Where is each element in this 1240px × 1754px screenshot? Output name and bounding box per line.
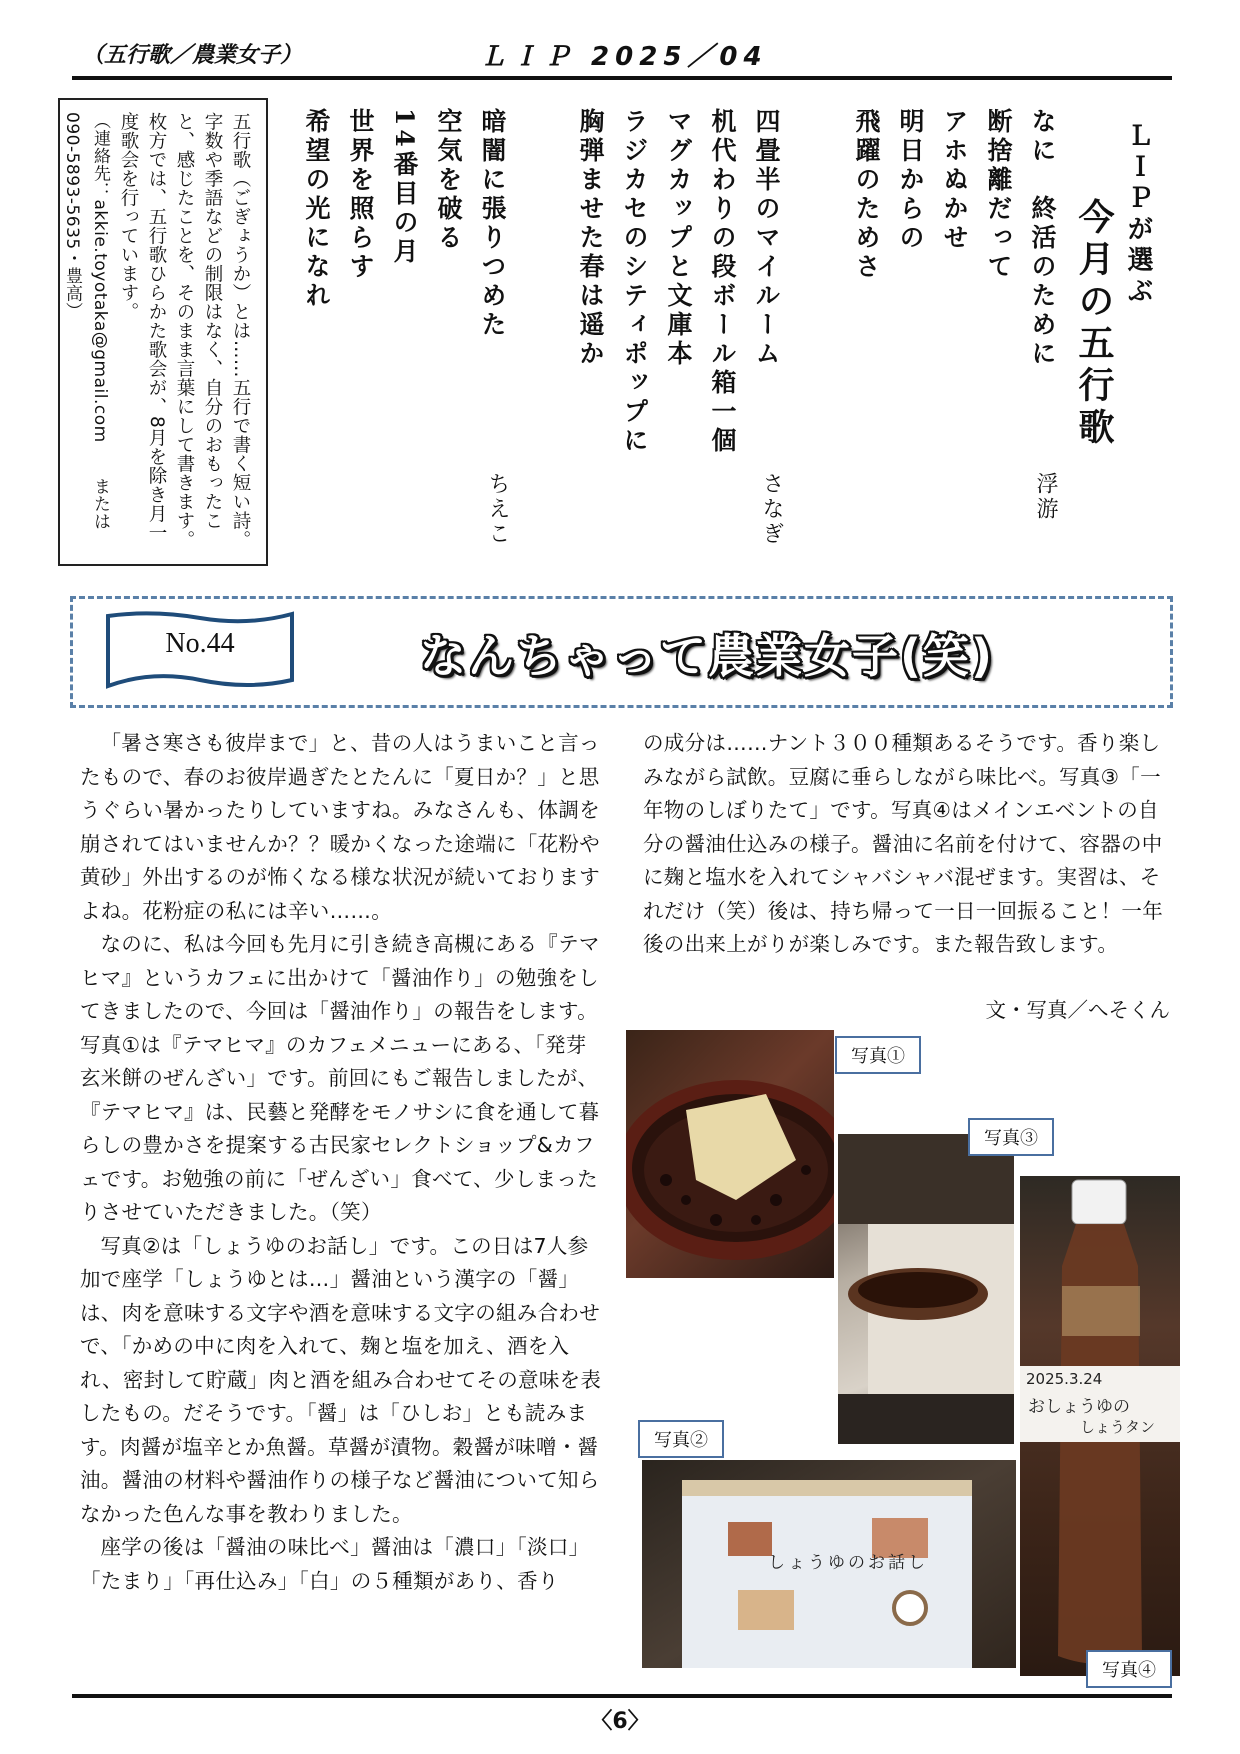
bottle-label-owner: しょうタン (1080, 1418, 1156, 1436)
article-paragraph-3: 写真②は「しょうゆのお話し」です。この日は7人参加で座学「しょうゆとは…」醤油という漢字の「醤」は、肉を意味する文字や酒を意味する文字の組み合わせで、「かめの中に肉を入れて、麹と塩を加え、酒を入れ、密封して貯蔵」肉と酒を組み合わせてその意味を表したもの。だそうです。「醤」は「ひしお」とも読みます。肉醤が塩辛とか魚醤。草醤が漬物。穀醤が味噌・醤油。醤油の材料や醤油作りの様子など醤油について知らなかった色んな事を教わりました。 (80, 1233, 602, 1526)
feature-title-lip: ＬＩＰが選ぶ (1123, 122, 1153, 308)
article-number: No.44 (165, 628, 235, 659)
poem-3-line-5: 希望の光になれ (302, 108, 331, 311)
article-credit: 文・写真／へそくん (985, 998, 1170, 1022)
photo-lecture-screen (642, 1460, 1016, 1668)
photo-zenzai (626, 1030, 834, 1278)
article-paragraph-1: 「暑さ寒さも彼岸まで」と、昔の人はうまいこと言ったもので、春のお彼岸過ぎたとたんに「夏日か？」と思うぐらい暑かったりしていますね。みなさんも、体調を崩されてはいませんか？？暖かくなった途端に「花粉や黄砂」外出するのが怖くなる様な状況が続いておりますよね。花粉症の私には辛い……。 (80, 731, 600, 923)
poem-1-line-1: なに 終活のために (1028, 108, 1057, 369)
caption-photo-1: 写真① (835, 1036, 921, 1074)
poem-3-author: ちえこ (485, 472, 510, 547)
article-right-column (643, 727, 1170, 962)
photo-soy-tasting (838, 1134, 1014, 1444)
page-number: 〈6〉 (590, 1709, 650, 1734)
poem-3-line-4: 世界を照らす (346, 108, 375, 282)
caption-photo-4: 写真④ (1086, 1650, 1172, 1688)
bottle-label-name: おしょうゆの (1028, 1397, 1130, 1417)
poem-2-line-2: 机代わりの段ボール箱一個 (708, 108, 737, 456)
poem-3-line-3: 14番目の月 (390, 108, 419, 267)
poem-3-line-1: 暗闇に張りつめた (478, 108, 507, 340)
poem-1-line-3: アホぬかせ (940, 108, 969, 253)
feature-title-main: 今月の五行歌 (1073, 198, 1114, 450)
gogyoka-note-text (58, 112, 254, 552)
article-title: なんちゃって農業女子(笑) (420, 629, 995, 683)
poem-3-line-2: 空気を破る (434, 108, 463, 253)
photo-soy-bottle (1020, 1176, 1180, 1676)
poem-1-line-5: 飛躍のためさ (852, 108, 881, 282)
caption-photo-3: 写真③ (968, 1118, 1054, 1156)
caption-photo-2: 写真② (638, 1420, 724, 1458)
lecture-screen-title: しょうゆのお話し (768, 1553, 928, 1573)
poem-1-author: 浮游 (1033, 472, 1058, 522)
poem-2-author: さなぎ (759, 472, 784, 547)
zenzai-illustration (626, 1030, 834, 1278)
article-paragraph-4: 座学の後は「醤油の味比べ」醤油は「濃口」「淡口」「たまり」「再仕込み」「白」の５種類があり、香り (80, 1535, 590, 1593)
gogyoka-note-description: 五行歌（ごぎょうか）とは……五行で書く短い詩。字数や季語などの制限はなく、自分のおもったこと、感じたことを、そのまま言葉にして書きます。枚方では、五行歌ひらかた歌会が、8月を除き月一度歌会を行っています。 (118, 112, 251, 549)
header-section-label: （五行歌／農業女子） (82, 43, 303, 68)
header-issue-title: ＬＩＰ 2025／04 (480, 42, 768, 72)
article-left-column (80, 727, 607, 1598)
poem-2-line-4: ラジカセのシティポップに (620, 108, 649, 456)
article-paragraph-2: なのに、私は今回も先月に引き続き高槻にある『テマヒマ』というカフェに出かけて「醤油作り」の勉強をしてきましたので、今回は「醤油作り」の報告をします。写真①は『テマヒマ』のカフェメニューにある、「発芽玄米餅のぜんざい」です。前回にもご報告しましたが、『テマヒマ』は、民藝と発酵をモノサシに食を通して暮らしの豊かさを提案する古民家セレクトショップ&カフェです。お勉強の前に「ぜんざい」食べて、少しまったりさせていただきました。（笑） (80, 932, 600, 1224)
header-rule (72, 76, 1172, 80)
poem-1-line-2: 断捨離だって (984, 108, 1013, 282)
poem-1-line-4: 明日からの (896, 108, 925, 253)
article-paragraph-5: の成分は……ナント３００種類あるそうです。香り楽しみながら試飲。豆腐に垂らしながら味比べ。写真③「一年物のしぼりたて」です。写真④はメインエベントの自分の醤油仕込みの様子。醤油に名前を付けて、容器の中に麹と塩水を入れてシャバシャバ混ぜます。実習は、それだけ（笑）後は、持ち帰って一日一回振ること！一年後の出来上がりが楽しみです。また報告致します。 (643, 731, 1163, 956)
bottle-label-date: 2025.3.24 (1026, 1370, 1103, 1388)
poem-2-line-3: マグカップと文庫本 (664, 108, 693, 369)
soy-spoon-illustration (838, 1134, 1014, 1444)
gogyoka-note-box (58, 98, 268, 566)
poem-2-line-1: 四畳半のマイルーム (752, 108, 781, 369)
gogyoka-note-contact: （連絡先：akkie.toyotaka@gmail.com または 090-5893-5635・豊高） (62, 112, 110, 531)
footer-rule (72, 1694, 1172, 1698)
poem-2-line-5: 胸弾ませた春は遥か (576, 108, 605, 369)
